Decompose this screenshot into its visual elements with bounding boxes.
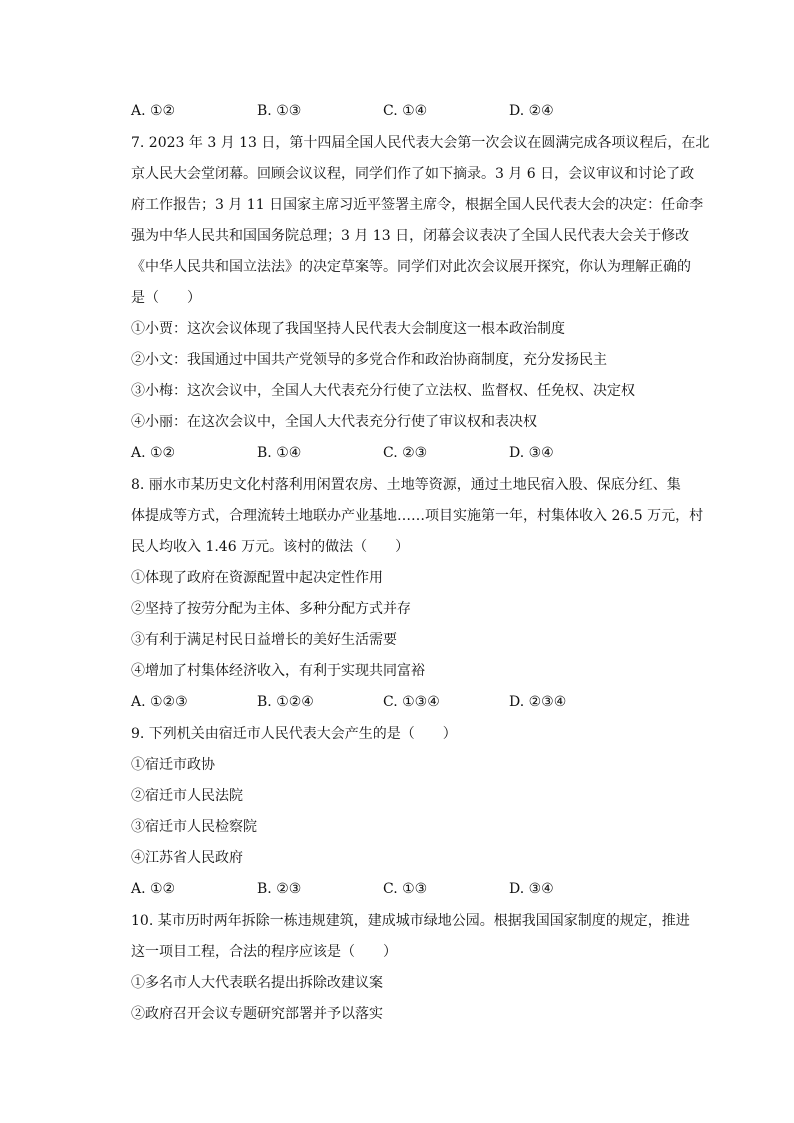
q7-statement-1: ①小贾：这次会议体现了我国坚持人民代表大会制度这一根本政治制度 [131,321,565,337]
q6-option-c[interactable]: C. ①④ [383,103,428,119]
q10-statement-2: ②政府召开会议专题研究部署并予以落实 [131,1006,383,1022]
q6-options [131,101,691,121]
q6-option-a[interactable]: A. ①② [131,103,176,119]
q8-stem-line-3: 民人均收入 1.46 万元。该村的做法（ ） [131,539,410,555]
q8-stem-line-1: 8. 丽水市某历史文化村落利用闲置农房、土地等资源，通过土地民宿入股、保底分红、集 [131,477,681,493]
q8-option-b[interactable]: B. ①②④ [257,694,314,710]
q10-stem-line-2: 这一项目工程，合法的程序应该是（ ） [131,944,397,960]
q7-stem-line-6: 是（ ） [131,290,201,306]
q9-option-d[interactable]: D. ③④ [509,881,554,897]
q7-stem-line-4: 强为中华人民共和国国务院总理；3 月 13 日，闭幕会议表决了全国人民代表大会关于修改 [131,228,690,244]
q7-statement-2: ②小文：我国通过中国共产党领导的多党合作和政治协商制度，充分发扬民主 [131,352,607,368]
q8-statement-4: ④增加了村集体经济收入，有利于实现共同富裕 [131,663,425,679]
q10-statement-1: ①多名市人大代表联名提出拆除改建议案 [131,975,383,991]
q7-option-b[interactable]: B. ①④ [257,445,302,461]
q7-stem-line-5: 《中华人民共和国立法法》的决定草案等。同学们对此次会议展开探究，你认为理解正确的 [131,259,691,275]
q9-statement-3: ③宿迁市人民检察院 [131,819,257,835]
q8-statement-1: ①体现了政府在资源配置中起决定性作用 [131,570,383,586]
q9-statement-4: ④江苏省人民政府 [131,850,243,866]
q8-option-c[interactable]: C. ①③④ [383,694,440,710]
q9-options [131,879,691,899]
q7-option-a[interactable]: A. ①② [131,445,176,461]
q7-stem-line-1: 7. 2023 年 3 月 13 日，第十四届全国人民代表大会第一次会议在圆满完成各项议程后，在北 [131,135,710,151]
q8-statement-2: ②坚持了按劳分配为主体、多种分配方式并存 [131,601,411,617]
q6-option-d[interactable]: D. ②④ [509,103,554,119]
q9-option-c[interactable]: C. ①③ [383,881,428,897]
q9-stem-line-1: 9. 下列机关由宿迁市人民代表大会产生的是（ ） [131,726,457,742]
q7-statement-4: ④小丽：在这次会议中，全国人大代表充分行使了审议权和表决权 [131,414,537,430]
q9-statement-1: ①宿迁市政协 [131,757,215,773]
q9-option-a[interactable]: A. ①② [131,881,176,897]
q10-stem-line-1: 10. 某市历时两年拆除一栋违规建筑，建成城市绿地公园。根据我国国家制度的规定，推进 [131,913,690,929]
q7-stem-line-3: 府工作报告；3 月 11 日国家主席习近平签署主席令，根据全国人民代表大会的决定：任命李 [131,197,704,213]
q8-stem-line-2: 体提成等方式，合理流转土地联办产业基地……项目实施第一年，村集体收入 26.5 万元，村 [131,508,704,524]
q8-statement-3: ③有利于满足村民日益增长的美好生活需要 [131,632,397,648]
q9-statement-2: ②宿迁市人民法院 [131,788,243,804]
q9-option-b[interactable]: B. ②③ [257,881,302,897]
q7-option-c[interactable]: C. ②③ [383,445,428,461]
q8-option-d[interactable]: D. ②③④ [509,694,567,710]
q7-option-d[interactable]: D. ③④ [509,445,554,461]
q7-options [131,443,691,463]
q8-option-a[interactable]: A. ①②③ [131,694,188,710]
q7-statement-3: ③小梅：这次会议中，全国人大代表充分行使了立法权、监督权、任免权、决定权 [131,383,635,399]
q6-option-b[interactable]: B. ①③ [257,103,302,119]
q8-options [131,692,691,712]
q7-stem-line-2: 京人民大会堂闭幕。回顾会议议程，同学们作了如下摘录。3 月 6 日，会议审议和讨论了政 [131,166,695,182]
